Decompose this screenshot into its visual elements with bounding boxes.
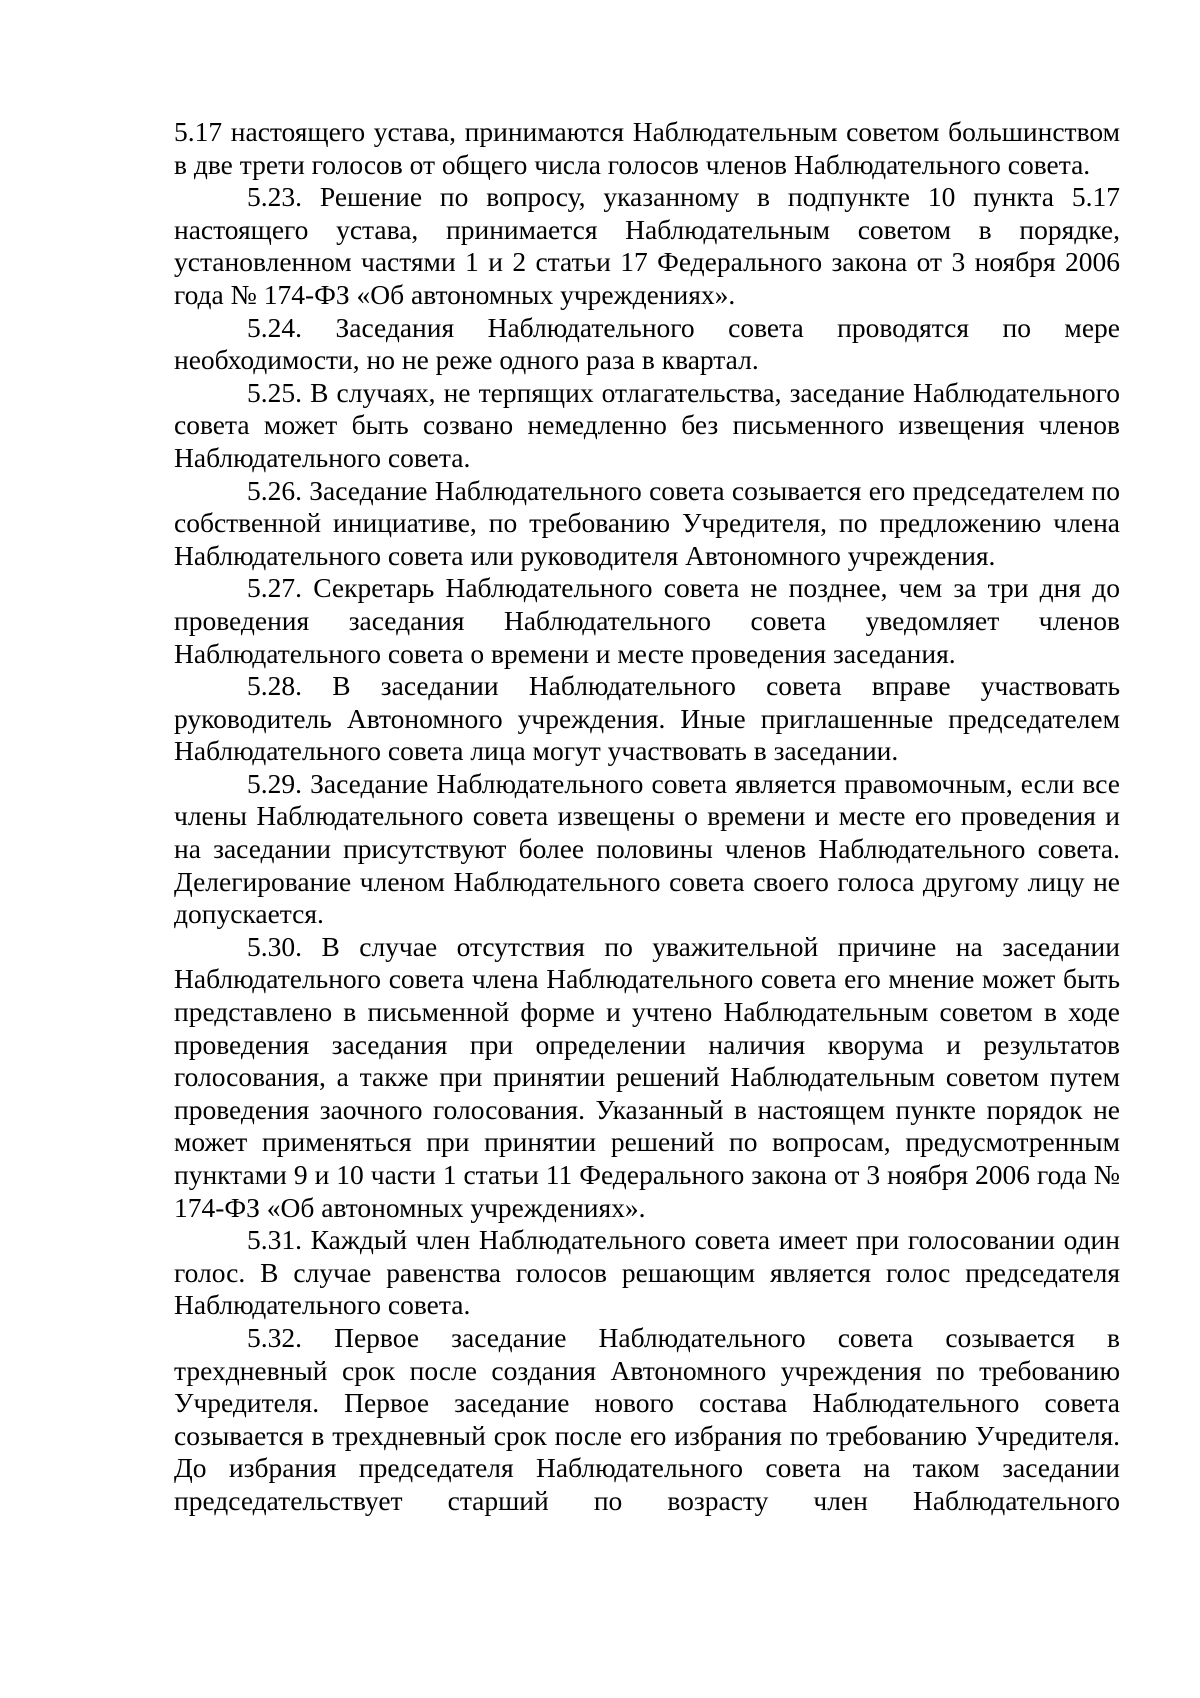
paragraph-5-28: 5.28. В заседании Наблюдательного совета вправе участвовать руководитель Автономного учреждения. Иные приглашенные председателем Наблюдательного совета лица могут участвовать в заседании. [174,670,1120,767]
paragraph-5-25: 5.25. В случаях, не терпящих отлагательства, заседание Наблюдательного совета может быть созвано немедленно без письменного извещения членов Наблюдательного совета. [174,376,1120,473]
paragraph-5-22-continuation: 5.17 настоящего устава, принимаются Наблюдательным советом большинством в две трети голосов от общего числа голосов членов Наблюдательного совета. [174,116,1120,180]
paragraph-5-23: 5.23. Решение по вопросу, указанному в подпункте 10 пункта 5.17 настоящего устава, принимается Наблюдательным советом в порядке, установленном частями 1 и 2 статьи 17 Федерального закона от 3 ноября 2006 года № 174-ФЗ «Об автономных учреждениях». [174,181,1120,310]
paragraph-5-27: 5.27. Секретарь Наблюдательного совета не позднее, чем за три дня до проведения заседания Наблюдательного совета уведомляет членов Наблюдательного совета о времени и месте проведения заседания. [174,572,1120,669]
paragraph-5-29: 5.29. Заседание Наблюдательного совета является правомочным, если все члены Наблюдательного совета извещены о времени и месте его проведения и на заседании присутствуют более половины членов Наблюдательного совета. Делегирование членом Наблюдательного совета своего голоса другому лицу не допускается. [174,767,1120,930]
paragraph-5-24: 5.24. Заседания Наблюдательного совета проводятся по мере необходимости, но не реже одного раза в квартал. [174,311,1120,376]
paragraph-5-32: 5.32. Первое заседание Наблюдательного совета созывается в трехдневный срок после создания Автономного учреждения по требованию Учредителя. Первое заседание нового состава Наблюдательного совета созывается в трехдневный срок после его избрания по требованию Учредителя. До избрания председателя Наблюдательного совета на таком заседании председательствует старший по возрасту член Наблюдательного [174,1321,1120,1516]
paragraph-5-26: 5.26. Заседание Наблюдательного совета созывается его председателем по собственной инициативе, по требованию Учредителя, по предложению члена Наблюдательного совета или руководителя Автономного учреждения. [174,474,1120,571]
paragraph-5-31: 5.31. Каждый член Наблюдательного совета имеет при голосовании один голос. В случае равенства голосов решающим является голос председателя Наблюдательного совета. [174,1224,1120,1321]
document-page [174,116,1120,1518]
paragraph-5-30: 5.30. В случае отсутствия по уважительной причине на заседании Наблюдательного совета члена Наблюдательного совета его мнение может быть представлено в письменной форме и учтено Наблюдательным советом в ходе проведения заседания при определении наличия кворума и результатов голосования, а также при принятии решений Наблюдательным советом путем проведения заочного голосования. Указанный в настоящем пункте порядок не может применяться при принятии решений по вопросам, предусмотренным пунктами 9 и 10 части 1 статьи 11 Федерального закона от 3 ноября 2006 года № 174-ФЗ «Об автономных учреждениях». [174,930,1120,1223]
